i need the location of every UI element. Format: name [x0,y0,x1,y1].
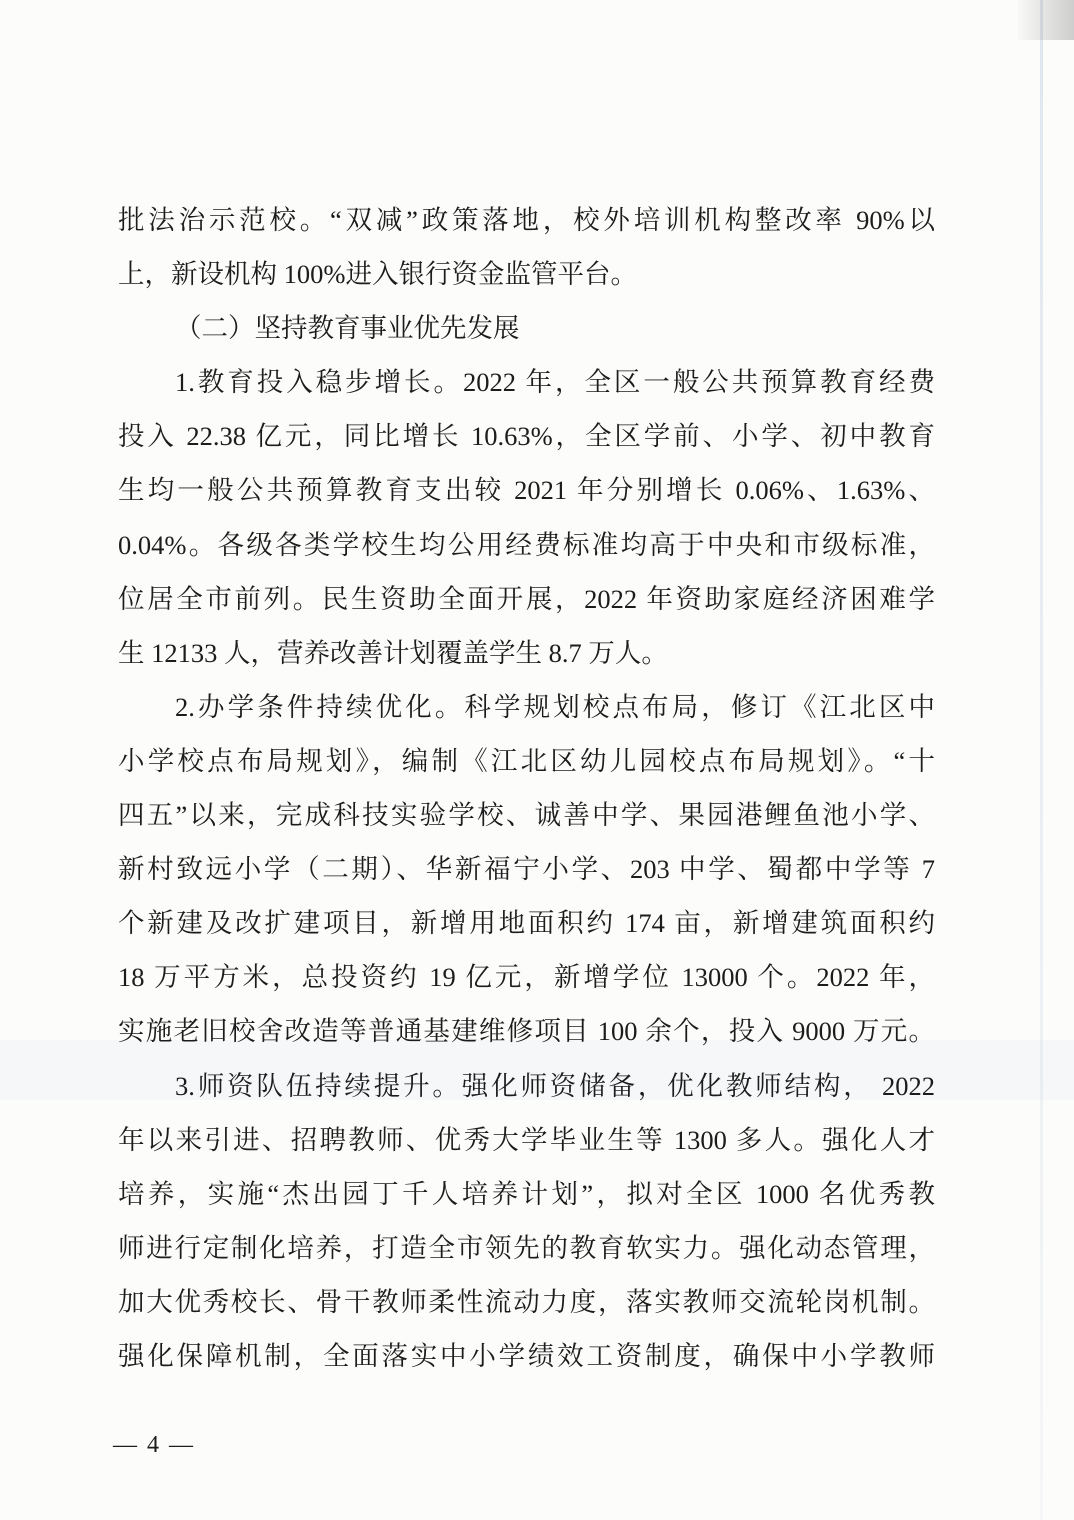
paragraph [118,193,935,301]
text-line: 生均一般公共预算教育支出较 2021 年分别增长 0.06%、1.63%、 [118,475,935,506]
text-line: 1.教育投入稳步增长。2022 年，全区一般公共预算教育经费 [175,367,935,398]
text-line: 生 12133 人，营养改善计划覆盖学生 8.7 万人。 [118,637,668,668]
scan-artifact-edge [1040,0,1043,1520]
text-line: 批法治示范校。“双减”政策落地，校外培训机构整改率 90%以 [118,205,935,235]
section-heading [118,301,935,355]
paragraph [118,355,935,680]
paragraph [118,680,935,1059]
document-body [118,193,935,1383]
text-line: 实施老旧校舍改造等普通基建维修项目 100 余个，投入 9000 万元。 [118,1016,935,1047]
text-line: 18 万平方米，总投资约 19 亿元，新增学位 13000 个。2022 年， [118,962,935,993]
page-number: — 4 — [113,1432,195,1458]
text-line: 0.04%。各级各类学校生均公用经费标准均高于中央和市级标准， [118,529,935,560]
text-line: 3.师资队伍持续提升。强化师资储备，优化教师结构， 2022 [175,1070,935,1101]
text-line: 加大优秀校长、骨干教师柔性流动力度，落实教师交流轮岗机制。 [118,1286,935,1317]
text-line: 培养，实施“杰出园丁千人培养计划”，拟对全区 1000 名优秀教 [118,1178,935,1209]
text-line: 四五”以来，完成科技实验学校、诚善中学、果园港鲤鱼池小学、 [118,800,935,831]
text-line: 位居全市前列。民生资助全面开展，2022 年资助家庭经济困难学 [118,583,935,614]
text-line: 师进行定制化培养，打造全市领先的教育软实力。强化动态管理， [118,1232,935,1263]
paragraph [118,1059,935,1384]
text-line: 2.办学条件持续优化。科学规划校点布局，修订《江北区中 [175,691,935,722]
text-line: 新村致远小学（二期）、华新福宁小学、203 中学、蜀都中学等 7 [118,854,935,885]
text-line: 个新建及改扩建项目，新增用地面积约 174 亩，新增建筑面积约 [118,908,935,939]
section-heading-text: （二）坚持教育事业优先发展 [175,313,520,344]
text-line: 小学校点布局规划》，编制《江北区幼儿园校点布局规划》。“十 [118,745,935,776]
scan-artifact-corner [1018,0,1074,40]
text-line: 投入 22.38 亿元，同比增长 10.63%，全区学前、小学、初中教育 [118,421,935,452]
text-line: 年以来引进、招聘教师、优秀大学毕业生等 1300 多人。强化人才 [118,1124,935,1155]
text-line: 上，新设机构 100%进入银行资金监管平台。 [118,259,637,290]
text-line: 强化保障机制，全面落实中小学绩效工资制度，确保中小学教师 [118,1340,935,1371]
